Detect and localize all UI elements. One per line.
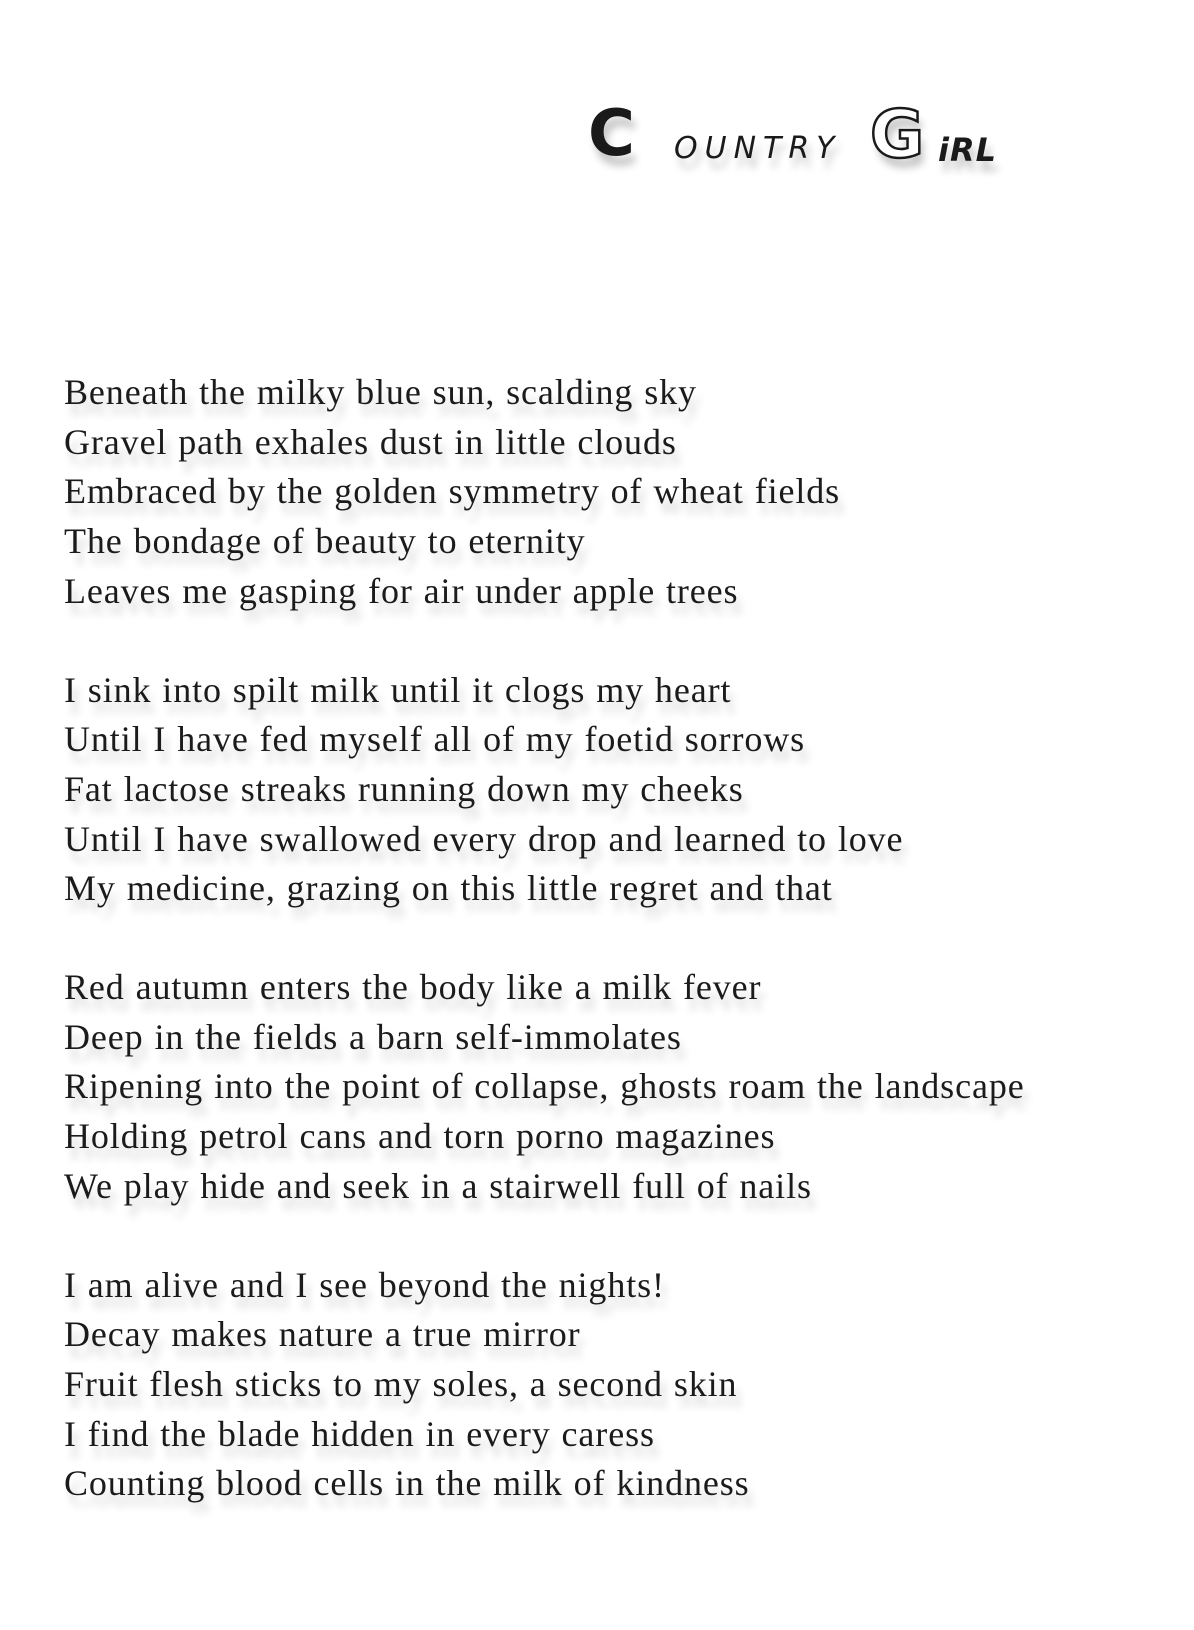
title-word-ountry: OUNTRY bbox=[674, 131, 842, 166]
poem-line: Until I have swallowed every drop and learned to love bbox=[64, 818, 904, 859]
stanza-3 bbox=[64, 963, 1174, 1212]
poem-line: I am alive and I see beyond the nights! bbox=[64, 1264, 665, 1305]
poem-line: Deep in the fields a barn self-immolates bbox=[64, 1016, 682, 1057]
poem-line: Fruit flesh sticks to my soles, a second skin bbox=[64, 1363, 738, 1404]
poem-line: Until I have fed myself all of my foetid sorrows bbox=[64, 719, 806, 760]
stanza-1 bbox=[64, 368, 1174, 617]
poem-title bbox=[588, 96, 1148, 182]
stanza-4 bbox=[64, 1261, 1174, 1510]
stanza-2 bbox=[64, 666, 1174, 915]
title-word-irl: iRL bbox=[938, 131, 997, 169]
poem-line: Leaves me gasping for air under apple trees bbox=[64, 570, 739, 611]
poem-line: We play hide and seek in a stairwell full of nails bbox=[64, 1165, 812, 1206]
poem-line: Holding petrol cans and torn porno magazines bbox=[64, 1116, 776, 1157]
poem-line: Beneath the milky blue sun, scalding sky bbox=[64, 372, 697, 412]
poem-line: Embraced by the golden symmetry of wheat fields bbox=[64, 471, 841, 512]
poem-body bbox=[64, 368, 1174, 1558]
poem-line: The bondage of beauty to eternity bbox=[64, 521, 586, 562]
poem-line: My medicine, grazing on this little regret and that bbox=[64, 868, 833, 909]
poem-line: Red autumn enters the body like a milk fever bbox=[64, 967, 762, 1008]
title-initial-g: G bbox=[870, 96, 925, 173]
poem-line: Ripening into the point of collapse, ghosts roam the landscape bbox=[64, 1066, 1025, 1107]
poem-line: Counting blood cells in the milk of kindness bbox=[64, 1463, 750, 1504]
poem-line: Gravel path exhales dust in little clouds bbox=[64, 421, 677, 462]
poem-line: Fat lactose streaks running down my cheeks bbox=[64, 768, 744, 809]
poem-line: Decay makes nature a true mirror bbox=[64, 1314, 581, 1355]
poem-line: I sink into spilt milk until it clogs my heart bbox=[64, 669, 732, 710]
poem-line: I find the blade hidden in every caress bbox=[64, 1413, 655, 1454]
title-initial-c: C bbox=[588, 97, 635, 171]
